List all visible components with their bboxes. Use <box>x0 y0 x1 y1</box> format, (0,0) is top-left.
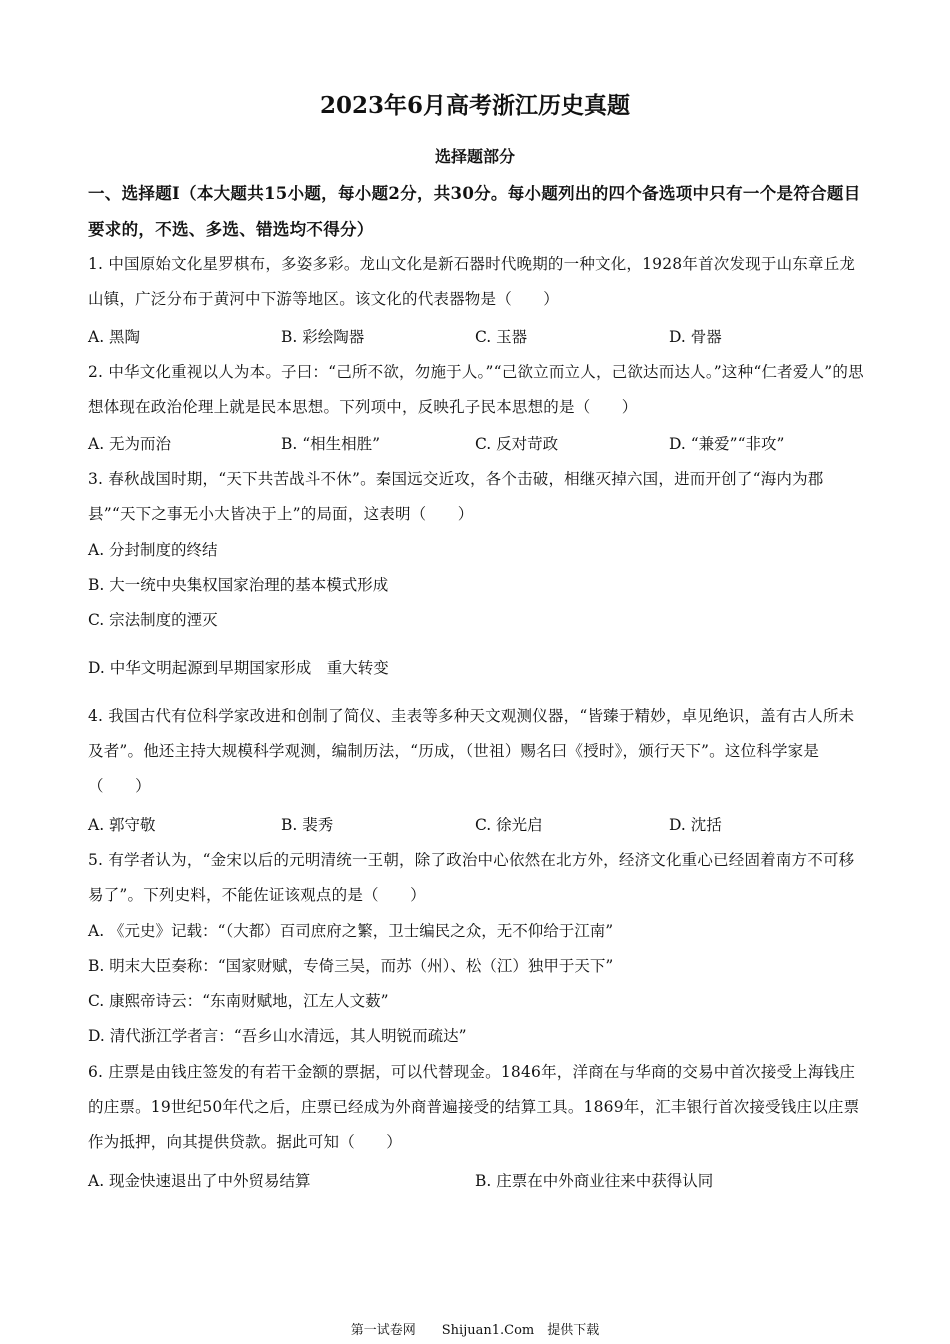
question-4-option-c: C. 徐光启 <box>475 816 543 834</box>
question-3-option-a: A. 分封制度的终结 <box>88 541 218 559</box>
question-4-option-d: D. 沈括 <box>669 816 722 834</box>
question-5-option-d: D. 清代浙江学者言：“吾乡山水清远，其人明锐而疏达” <box>88 1027 467 1045</box>
question-2-stem: 2. 中华文化重视以人为本。子曰：“己所不欲，勿施于人。”“己欲立而立人，己欲达而达人。”这种“仁者爱人”的思想体现在政治伦理上就是民本思想。下列项中，反映孔子民本思想的是（ ） <box>88 363 864 416</box>
question-2-option-b: B. “相生相胜” <box>281 435 381 453</box>
page-footer: 第一试卷网 Shijuan1.Com 提供下载 <box>350 1323 600 1338</box>
question-1-option-d: D. 骨器 <box>669 328 722 346</box>
question-4-stem: 4. 我国古代有位科学家改进和创制了简仪、圭表等多种天文观测仪器，“皆臻于精妙，卓见绝识，盖有古人所未及者”。他还主持大规模科学观测，编制历法，“历成，（世祖）赐名曰《授时》，颁行天下”。这位科学家是（ ） <box>88 707 855 795</box>
question-2-options <box>88 429 868 459</box>
question-3-option-d: D. 中华文明起源到早期国家形成 重大转变 <box>88 659 389 677</box>
question-2-option-a: A. 无为而治 <box>88 435 172 453</box>
question-2-option-c: C. 反对苛政 <box>475 435 559 453</box>
page-subtitle: 选择题部分 <box>434 147 515 166</box>
question-1-options <box>88 322 868 352</box>
question-3-option-c: C. 宗法制度的湮灭 <box>88 611 218 629</box>
question-4-option-b: B. 裴秀 <box>281 816 334 834</box>
question-5-option-a: A. 《元史》记载：“（大都）百司庶府之繁，卫士编民之众，无不仰给于江南” <box>88 922 614 940</box>
question-5-stem: 5. 有学者认为，“金宋以后的元明清统一王朝，除了政治中心依然在北方外，经济文化重心已经固着南方不可移易了”。下列史料，不能佐证该观点的是（ ） <box>88 851 855 904</box>
question-1-option-a: A. 黑陶 <box>88 328 141 346</box>
question-4-options <box>88 810 868 840</box>
section-header: 一、选择题Ⅰ（本大题共15小题，每小题2分，共30分。每小题列出的四个备选项中只有一个是符合题目要求的，不选、多选、错选均不得分） <box>88 184 861 239</box>
question-6-option-b: B. 庄票在中外商业往来中获得认同 <box>475 1172 714 1190</box>
question-6-stem: 6. 庄票是由钱庄签发的有若干金额的票据，可以代替现金。1846年，洋商在与华商的交易中首次接受上海钱庄的庄票。19世纪50年代之后，庄票已经成为外商普遍接受的结算工具。1869年，汇丰银行首次接受钱庄以庄票作为抵押，向其提供贷款。据此可知（ ） <box>88 1063 860 1151</box>
question-1-stem: 1. 中国原始文化星罗棋布，多姿多彩。龙山文化是新石器时代晚期的一种文化，1928年首次发现于山东章丘龙山镇，广泛分布于黄河中下游等地区。该文化的代表器物是（ ） <box>88 255 856 308</box>
question-5-option-c: C. 康熙帝诗云：“东南财赋地，江左人文薮” <box>88 992 389 1010</box>
question-2-option-d: D. “兼爱”“非攻” <box>669 435 785 453</box>
question-3-stem: 3. 春秋战国时期，“天下共苦战斗不休”。秦国远交近攻，各个击破，相继灭掉六国，进而开创了“海内为郡县”“天下之事无小大皆决于上”的局面，这表明（ ） <box>88 470 824 523</box>
page-title: 2023年6月高考浙江历史真题 <box>319 92 631 119</box>
question-3-option-b: B. 大一统中央集权国家治理的基本模式形成 <box>88 576 389 594</box>
question-6-option-a: A. 现金快速退出了中外贸易结算 <box>88 1172 311 1190</box>
question-6-options <box>88 1166 868 1196</box>
question-1-option-c: C. 玉器 <box>475 328 528 346</box>
question-1-option-b: B. 彩绘陶器 <box>281 328 365 346</box>
question-5-option-b: B. 明末大臣奏称：“国家财赋，专倚三吴，而苏（州）、松（江）独甲于天下” <box>88 957 614 975</box>
question-4-option-a: A. 郭守敬 <box>88 816 156 834</box>
